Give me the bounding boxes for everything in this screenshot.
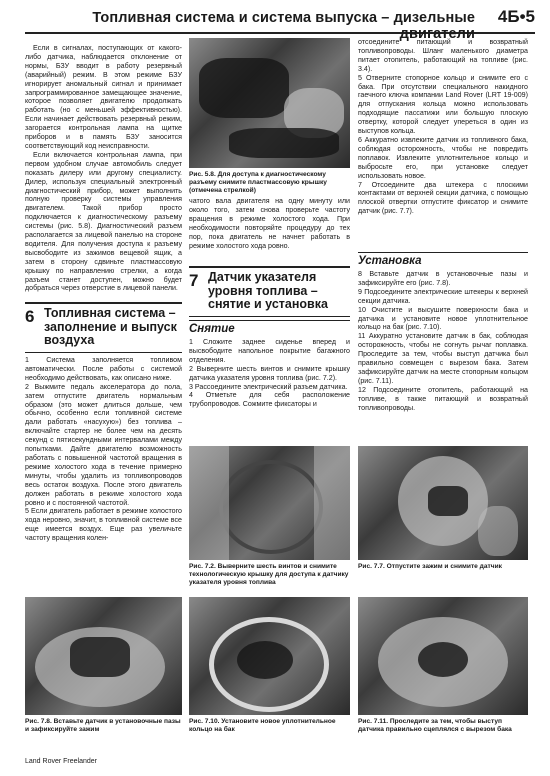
paragraph: 2 Выжмите педаль акселератора до пола, затем отпустите двигатель нормальным образом (это может длиться дольше, чем обычно, особенно если топливной системе дали работать «насухую») без топлива – включайте стартер не более чем на десять секунд с пятисекундными интервалами между попытками. Дайте двигателю возможность работать с повышенной частотой вращения в режиме холостого хода в течение примерно минуты, чтобы удалить из топливопроводов весь остаток воздуха. После этого двигатель должен работать в режиме холостого хода ровно и с постоянной частотой. [25, 382, 182, 507]
paragraph: 11 Аккуратно установите датчик в бак, соблюдая осторожность, чтобы не согнуть рычаг поплавка. Проследите за тем, чтобы выступ датчика был правильно совмещен с вырезом бака. Затем зафиксируйте датчик на месте стопорным кольцом (рис. 7.11). [358, 332, 528, 385]
paragraph: 5 Отверните стопорное кольцо и снимите его с бака. При отсутствии специального накидного гаечного ключа компании Land Rover (LRT 19-009) для отпускания кольца можно использовать подходящие пассатижи или большую плоскую отвертку, которой следует упереться в один из выступов кольца. [358, 73, 528, 136]
section-title: Датчик указателя уровня топлива – снятие и установка [208, 270, 328, 311]
column-1-intro [25, 44, 182, 292]
figure-7-2-photo [189, 446, 350, 560]
column-3-installation [358, 270, 528, 440]
figure-7-7-caption: Рис. 7.7. Отпустите зажим и снимите датчик [358, 563, 502, 570]
figure-7-7-photo [358, 446, 528, 560]
paragraph: 12 Подсоедините отопитель, работающий на топливе, в также питающий и возвратный топливопроводы. [358, 385, 528, 412]
page-number: 4Б•5 [497, 7, 535, 26]
page-title: Топливная система и система выпуска – дизельные двигатели [92, 10, 475, 42]
paragraph: 5 Если двигатель работает в режиме холостого хода неровно, значит, в топливной системе все еще имеется воздух. Еще раз увеличьте частоту вращения колен- [25, 507, 182, 543]
paragraph: Если включается контрольная лампа, при первом удобном случае автомобиль следует показать дилеру или другому специалисту. Дилер, используя специальный электронный диагностический прибор, может выполнить полную проверку системы управления двигателем. Такой прибор просто подключается к диагностическому разъему системы (рис. 5.8). Диагностический разъем располагается за лицевой панелью на стороне водителя. Для получения доступа к разъему высвободите из зажимов вещевой ящик, а затем в сторону сдвиньте пластмассовую крышку по направлению стрелки, а когда разъем станет доступен, можно будет добраться через отверстие в лицевой панели. [25, 150, 182, 293]
paragraph: 1 Система заполняется топливом автоматически. После работы с системой необходимо действовать, как описано ниже. [25, 356, 182, 382]
section-title: Топливная система – заполнение и выпуск воздуха [44, 306, 177, 347]
figure-5-8-photo [189, 38, 350, 168]
section-7-heading [189, 266, 350, 317]
figure-7-10-photo [189, 597, 350, 715]
paragraph: 9 Подсоедините электрические штекеры к верхней секции датчика. [358, 287, 528, 305]
paragraph: Если в сигналах, поступающих от какого-либо датчика, наблюдается отклонение от нормы, БЗУ вводит в работу резервный (аварийный) режим. В этом режиме БЗУ игнорирует аномальный сигнал и принимает запрограммированное замещающее значение, которое позволяет двигателю продолжать работать (но с меньшей эффективностью). Если начинает действовать резервный режим, загорается контрольная лампа на щитке приборов и в память БЗУ заносится соответствующий код неисправности. [25, 44, 182, 150]
paragraph: 4 Отметьте для себя расположение трубопроводов. Сожмите фиксаторы и [189, 391, 350, 409]
paragraph: 2 Выверните шесть винтов и снимите крышку датчика указателя уровня топлива (рис. 7.2). [189, 364, 350, 382]
column-1-section-6 [25, 356, 182, 588]
column-2-continued [189, 197, 350, 263]
page-header [25, 6, 535, 42]
section-number: 6 [25, 307, 35, 326]
paragraph: 8 Вставьте датчик в установочные пазы и зафиксируйте его (рис. 7.8). [358, 270, 528, 287]
column-3-removal-cont [358, 38, 528, 248]
paragraph: 6 Аккуратно извлеките датчик из топливного бака, соблюдая осторожность, чтобы не повредить поплавок. Извлеките уплотнительное кольцо и выбросьте его, при установке следует использовать новое. [358, 135, 528, 180]
page-footer: Land Rover Freelander [25, 758, 97, 765]
figure-7-8-caption: Рис. 7.8. Вставьте датчик в установочные пазы и зафиксируйте зажим [25, 718, 181, 733]
figure-7-10-caption: Рис. 7.10. Установите новое уплотнительное кольцо на бак [189, 718, 336, 733]
figure-7-2-caption: Рис. 7.2. Выверните шесть винтов и снимите технологическую крышку для доступа к датчику указателя уровня топлива [189, 563, 349, 586]
paragraph: 3 Рассоедините электрический разъем датчика. [189, 382, 348, 391]
paragraph: чатого вала двигателя на одну минуту или около того, затем снова проверьте частоту вращения в режиме холостого хода. При необходимости повторяйте процедуру до тех пор, пока двигатель не начнет работать в режиме холостого хода ровно. [189, 197, 350, 250]
paragraph: 1 Сложите заднее сиденье вперед и высвободите напольное покрытие багажного отделения. [189, 338, 350, 364]
section-number: 7 [189, 271, 199, 290]
paragraph: отсоедините питающий и возвратный топливопроводы. Шланг маленького диаметра питает отопитель, работающий на топливе (рис. 3.4). [358, 38, 528, 73]
figure-7-8-photo [25, 597, 182, 715]
paragraph: 7 Отсоедините два штекера с плоскими контактами от верхней секции датчика, с помощью плоской отвертки отпустите фиксатор и снимите датчик (рис. 7.7). [358, 180, 528, 216]
figure-5-8-caption: Рис. 5.8. Для доступа к диагностическому разъему снимите пластмассовую крышку (отмечена стрелкой) [189, 171, 327, 194]
section-6-heading [25, 302, 182, 353]
figure-7-11-photo [358, 597, 528, 715]
installation-heading: Установка [358, 252, 528, 267]
paragraph: 10 Очистите и высушите поверхности бака и датчика и установите новое уплотнительное кольцо на бак (рис. 7.10). [358, 305, 528, 332]
figure-7-11-caption: Рис. 7.11. Проследите за тем, чтобы выступ датчика правильно сцеплялся с вырезом бака [358, 718, 512, 733]
removal-heading: Снятие [189, 320, 350, 335]
column-2-removal [189, 338, 350, 443]
